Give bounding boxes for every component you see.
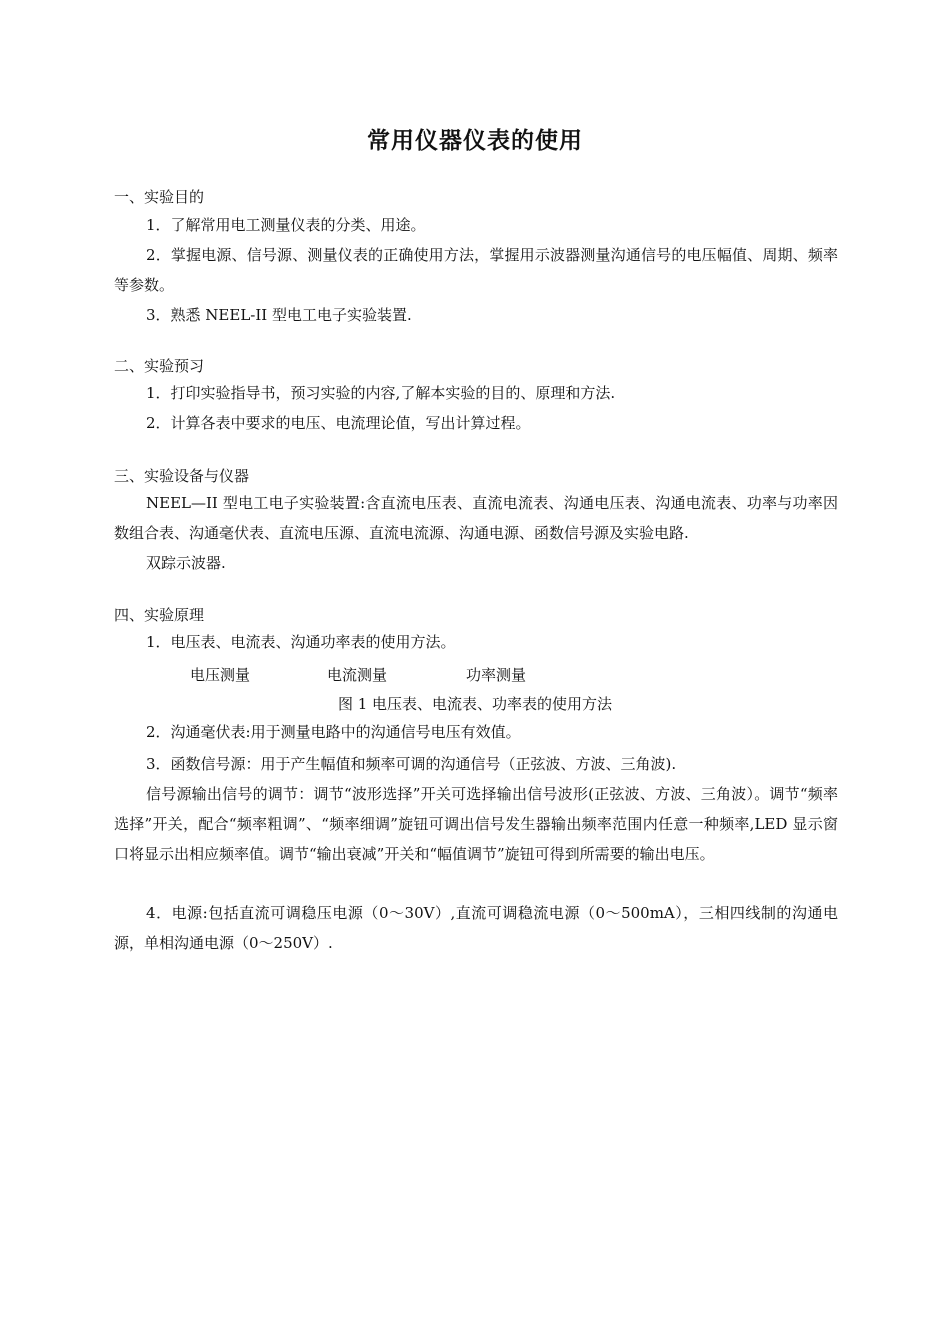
figure-label-current: 电流测量: [327, 666, 388, 684]
objective-item-2: 2．掌握电源、信号源、测量仪表的正确使用方法，掌握用示波器测量沟通信号的电压幅值、周期、频率等参数。: [114, 246, 838, 294]
figure-caption: 图 1 电压表、电流表、功率表的使用方法: [337, 695, 613, 713]
equipment-oscilloscope: 双踪示波器.: [146, 554, 226, 572]
objective-item-3: 3．熟悉 NEEL-II 型电工电子实验装置.: [146, 306, 412, 324]
preview-item-1: 1．打印实验指导书，预习实验的内容,了解本实验的目的、原理和方法.: [146, 384, 616, 402]
principle-item-1: 1．电压表、电流表、沟通功率表的使用方法。: [146, 633, 456, 651]
figure-label-voltage: 电压测量: [190, 666, 251, 684]
preview-item-2: 2．计算各表中要求的电压、电流理论值，写出计算过程。: [146, 414, 531, 432]
section-heading-objectives: 一、实验目的: [114, 188, 205, 206]
section-heading-equipment: 三、实验设备与仪器: [114, 467, 250, 485]
signal-adjust-paragraph: 信号源输出信号的调节：调节“波形选择”开关可选择输出信号波形(正弦波、方波、三角波）。调节“频率选择”开关，配合“频率粗调”、“频率细调”旋钮可调出信号发生器输出频率范围内任意一种频率,LED 显示窗口将显示出相应频率值。调节“输出衰减”开关和“幅值调节”旋钮可得到所需要的输出电压。: [114, 785, 838, 863]
equipment-paragraph: NEEL—II 型电工电子实验装置:含直流电压表、直流电流表、沟通电压表、沟通电流表、功率与功率因数组合表、沟通毫伏表、直流电压源、直流电流源、沟通电源、函数信号源及实验电路.: [114, 494, 838, 542]
objective-item-1: 1．了解常用电工测量仪表的分类、用途。: [146, 216, 426, 234]
figure-label-power: 功率测量: [466, 666, 527, 684]
principle-item-2: 2．沟通毫伏表:用于测量电路中的沟通信号电压有效值。: [146, 723, 521, 741]
page-title: 常用仪器仪表的使用: [367, 128, 583, 154]
section-heading-preview: 二、实验预习: [114, 357, 205, 375]
principle-item-3: 3．函数信号源：用于产生幅值和频率可调的沟通信号（正弦波、方波、三角波).: [146, 755, 677, 773]
principle-item-4: 4．电源:包括直流可调稳压电源（0～30V）,直流可调稳流电源（0～500mA），三相四线制的沟通电源，单相沟通电源（0～250V）.: [114, 904, 838, 952]
section-heading-principle: 四、实验原理: [114, 606, 205, 624]
